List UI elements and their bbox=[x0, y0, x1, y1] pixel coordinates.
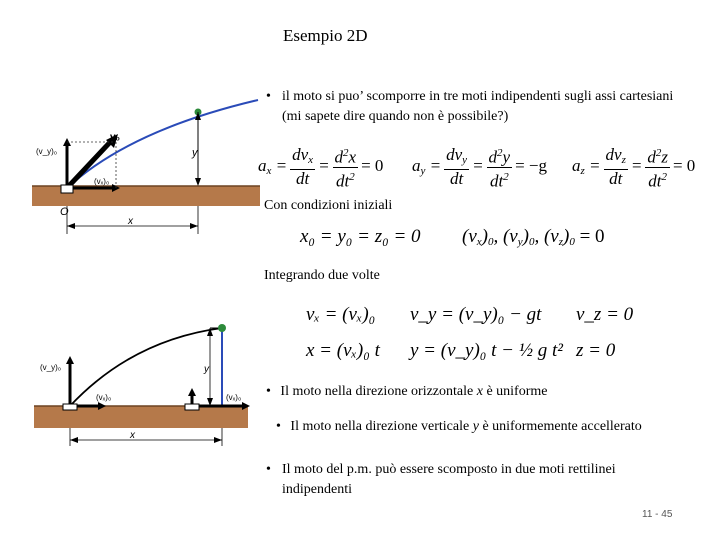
equation-x: x = (vₓ)₀ t bbox=[306, 340, 380, 361]
integrating-label: Integrando due volte bbox=[264, 268, 380, 283]
bullet-4-text: Il moto del p.m. può essere scomposto in due moti rettilinei indipendenti bbox=[282, 462, 616, 497]
bullet-3: • Il moto nella direzione verticale y è uniformemente accellerato bbox=[276, 419, 642, 434]
bullet-3-pre: Il moto nella direzione verticale bbox=[290, 419, 470, 434]
label-y: y bbox=[192, 147, 198, 159]
equation-init-velocities: $(v_x)_0$, $(v_y)_0$, $(v_z)_0 = 0$ bbox=[462, 226, 605, 248]
particle-dot bbox=[218, 324, 226, 332]
initial-conditions-label: Con condizioni iniziali bbox=[264, 198, 393, 213]
ax-rhs: = 0 bbox=[361, 156, 384, 176]
label-origin: O bbox=[60, 206, 69, 218]
bullet-3-var: y bbox=[472, 419, 479, 434]
equation-vx: vₓ = (vₓ)₀ bbox=[306, 304, 376, 325]
equation-ax: $a_x$ = $\frac{dv_x}{dt}$ = $\frac{d^2x}{dt^2}$ = 0 bbox=[258, 145, 384, 191]
equation-y: y = (v_y)₀ t − ½ g t² bbox=[410, 340, 563, 361]
equation-az: $a_z$ = $\frac{dv_z}{dt}$ = $\frac{d^2z}{dt^2}$ = 0 bbox=[572, 145, 696, 191]
bullet-3-post: è uniformemente accellerato bbox=[482, 419, 642, 434]
label-vy0: (v_y)₀ bbox=[40, 363, 62, 372]
trajectory-curve bbox=[70, 328, 222, 406]
label-vy0: (v_y)₀ bbox=[36, 147, 58, 156]
projectile-figure-bottom bbox=[32, 320, 252, 450]
bullet-2-pre: Il moto nella direzione orizzontale bbox=[280, 384, 474, 399]
equation-vy: v_y = (v_y)₀ − gt bbox=[410, 304, 542, 325]
label-v0: v₀ bbox=[110, 132, 121, 143]
equation-vz: v_z = 0 bbox=[576, 304, 634, 325]
page-title: Esempio 2D bbox=[283, 26, 368, 45]
label-vx0-left: (vₓ)₀ bbox=[96, 393, 112, 402]
bullet-2-post: è uniforme bbox=[486, 384, 548, 399]
equation-z: z = 0 bbox=[576, 340, 616, 361]
bullet-1: • il moto si puo’ scomporre in tre moti indipendenti sugli assi cartesiani (mi sapete dire quando non è possibile?) bbox=[266, 87, 686, 127]
equation-ay: $a_y$ = $\frac{dv_y}{dt}$ = $\frac{d^2y}{dt^2}$ = −g bbox=[412, 145, 548, 191]
label-y: y bbox=[204, 364, 209, 375]
bullet-4: • Il moto del p.m. può essere scomposto in due moti rettilinei indipendenti bbox=[266, 460, 686, 500]
page-number: 11 - 45 bbox=[642, 509, 673, 520]
label-vx0: (vₓ)₀ bbox=[94, 177, 110, 186]
label-x: x bbox=[130, 430, 135, 441]
ay-rhs: = −g bbox=[515, 156, 548, 176]
label-x: x bbox=[128, 216, 133, 227]
bullet-1-text: il moto si puo’ scomporre in tre moti indipendenti sugli assi cartesiani (mi sapete dire quando non è possibile?) bbox=[282, 89, 674, 124]
label-vx0-right: (vₓ)₀ bbox=[226, 393, 242, 402]
equation-init-positions: x₀ = y₀ = z₀ = 0 bbox=[300, 226, 421, 247]
projectile-figure-top bbox=[30, 98, 260, 238]
bullet-2-var: x bbox=[476, 384, 483, 399]
trajectory-curve bbox=[67, 100, 258, 188]
az-rhs: = 0 bbox=[672, 156, 696, 176]
bullet-2: • Il moto nella direzione orizzontale x è uniforme bbox=[266, 384, 548, 399]
